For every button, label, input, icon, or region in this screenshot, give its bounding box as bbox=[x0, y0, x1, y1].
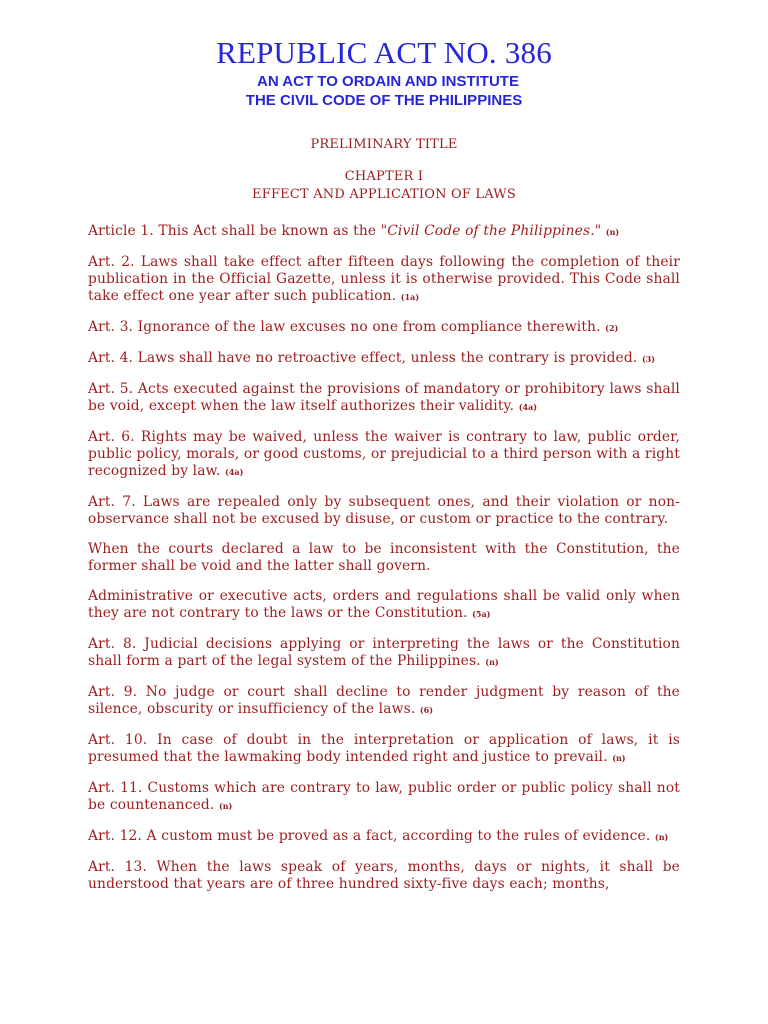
article-text: Art. 4. Laws shall have no retroactive effect, unless the contrary is provided. bbox=[88, 350, 642, 366]
article-7 bbox=[88, 494, 680, 528]
article-text: Art. 12. A custom must be proved as a fact, according to the rules of evidence. bbox=[88, 828, 655, 844]
article-text: When the courts declared a law to be inconsistent with the Constitution, the former shall be void and the latter shall govern. bbox=[88, 541, 680, 574]
article-text: Art. 9. No judge or court shall decline to render judgment by reason of the silence, obscurity or insufficiency of the laws. bbox=[88, 684, 680, 717]
article-8 bbox=[88, 636, 680, 671]
article-text: Art. 13. When the laws speak of years, months, days or nights, it shall be understood that years are of three hundred sixty-five days each; months, bbox=[88, 859, 680, 892]
chapter-title: EFFECT AND APPLICATION OF LAWS bbox=[252, 187, 516, 202]
source-note: (n) bbox=[485, 657, 499, 667]
article-text: Administrative or executive acts, orders and regulations shall be valid only when they are not contrary to the laws or the Constitution. bbox=[88, 588, 680, 621]
source-note: (4a) bbox=[225, 467, 244, 477]
source-note: (n) bbox=[605, 227, 620, 237]
source-note: (2) bbox=[605, 323, 619, 333]
article-4 bbox=[88, 350, 680, 368]
source-note: (6) bbox=[419, 705, 434, 715]
article-12 bbox=[88, 828, 680, 846]
article-6 bbox=[88, 429, 680, 481]
article-text: Art. 3. Ignorance of the law excuses no one from compliance therewith. bbox=[88, 319, 606, 335]
code-name: "Civil Code of the Philippines." bbox=[380, 223, 602, 239]
article-text: Art. 6. Rights may be waived, unless the waiver is contrary to law, public order, public policy, morals, or good customs, or prejudicial to a third person with a right recognized by law. bbox=[88, 429, 680, 479]
preliminary-title: PRELIMINARY TITLE bbox=[310, 137, 458, 152]
article-text: Art. 2. Laws shall take effect after fifteen days following the completion of their publication in the Official Gazette, unless it is otherwise provided. This Code shall take effect one year after such publication. bbox=[88, 254, 680, 304]
article-text: Article 1. This Act shall be known as the bbox=[88, 223, 381, 239]
article-11 bbox=[88, 780, 680, 815]
article-9 bbox=[88, 684, 680, 719]
article-5 bbox=[88, 381, 680, 416]
article-2 bbox=[88, 254, 680, 306]
act-subtitle-line1: AN ACT TO ORDAIN AND INSTITUTE bbox=[257, 73, 519, 90]
article-text: Art. 7. Laws are repealed only by subsequent ones, and their violation or non-observance shall not be excused by disuse, or custom or practice to the contrary. bbox=[88, 494, 680, 527]
source-note: (n) bbox=[612, 753, 626, 763]
source-note: (3) bbox=[641, 354, 656, 364]
article-1 bbox=[88, 223, 680, 241]
source-note: (1a) bbox=[400, 292, 420, 302]
article-text: Art. 5. Acts executed against the provisions of mandatory or prohibitory laws shall be void, except when the law itself authorizes their validity. bbox=[88, 381, 680, 414]
article-text: Art. 10. In case of doubt in the interpretation or application of laws, it is presumed that the lawmaking body intended right and justice to prevail. bbox=[88, 732, 680, 765]
act-subtitle-line2: THE CIVIL CODE OF THE PHILIPPINES bbox=[245, 92, 523, 109]
article-10 bbox=[88, 732, 680, 767]
article-7-paragraph-3 bbox=[88, 588, 680, 623]
source-note: (n) bbox=[218, 801, 233, 811]
article-3 bbox=[88, 319, 680, 337]
article-text: Art. 8. Judicial decisions applying or interpreting the laws or the Constitution shall form a part of the legal system of the Philippines. bbox=[88, 636, 680, 669]
article-text: Art. 11. Customs which are contrary to law, public order or public policy shall not be countenanced. bbox=[88, 780, 680, 813]
source-note: (4a) bbox=[518, 402, 538, 412]
source-note: (n) bbox=[654, 832, 669, 842]
article-7-paragraph-2 bbox=[88, 541, 680, 575]
article-13 bbox=[88, 859, 680, 893]
source-note: (5a) bbox=[472, 609, 491, 619]
act-title: REPUBLIC ACT NO. 386 bbox=[216, 35, 552, 70]
chapter-number: CHAPTER I bbox=[344, 169, 424, 184]
